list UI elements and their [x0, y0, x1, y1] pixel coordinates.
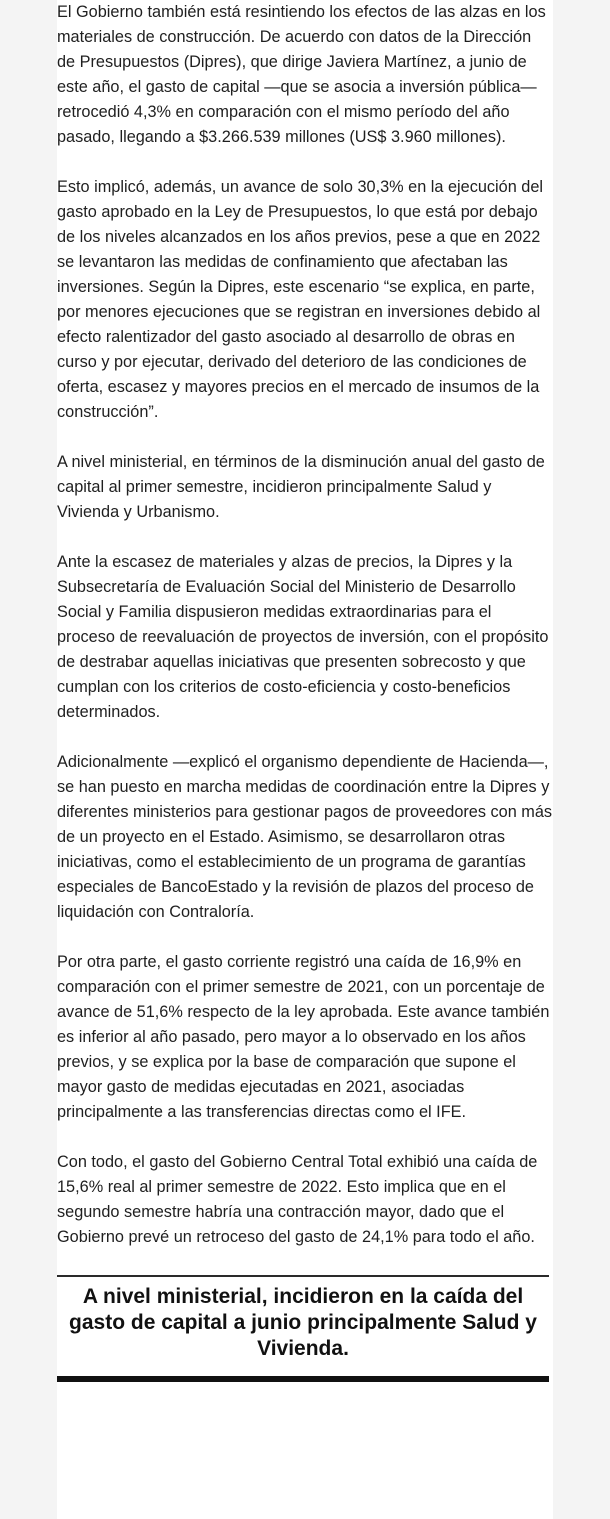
- article-paragraph: El Gobierno también está resintiendo los efectos de las alzas en los materiales de construcción. De acuerdo con datos de la Dirección de Presupuestos (Dipres), que dirige Javiera Martínez, a junio de este año, el gasto de capital —que se asocia a inversión pública— retrocedió 4,3% en comparación con el mismo período del año pasado, llegando a $3.266.539 millones (US$ 3.960 millones).: [57, 3, 546, 146]
- pull-quote: A nivel ministerial, incidieron en la caída del gasto de capital a junio principalmente Salud y Vivienda.: [57, 1275, 549, 1382]
- article-body: [57, 0, 553, 1519]
- article-paragraph: Esto implicó, además, un avance de solo 30,3% en la ejecución del gasto aprobado en la Ley de Presupuestos, lo que está por debajo de los niveles alcanzados en los años previos, pese a que en 2022 se levantaron las medidas de confinamiento que afectaban las inversiones. Según la Dipres, este escenario “se explica, en parte, por menores ejecuciones que se registran en inversiones debido al efecto ralentizador del gasto asociado al desarrollo de obras en curso y por ejecutar, derivado del deterioro de las condiciones de oferta, escasez y mayores precios en el mercado de insumos de la construcción”.: [57, 178, 544, 421]
- article-paragraph: A nivel ministerial, en términos de la disminución anual del gasto de capital al primer semestre, incidieron principalmente Salud y Vivienda y Urbanismo.: [57, 453, 545, 521]
- article-paragraph: Ante la escasez de materiales y alzas de precios, la Dipres y la Subsecretaría de Evaluación Social del Ministerio de Desarrollo Social y Familia dispusieron medidas extraordinarias para el proceso de reevaluación de proyectos de inversión, con el propósito de destrabar aquellas iniciativas que presenten sobrecosto y que cumplan con los criterios de costo-eficiencia y costo-beneficios determinados.: [57, 553, 549, 721]
- article-paragraph: Por otra parte, el gasto corriente registró una caída de 16,9% en comparación con el primer semestre de 2021, con un porcentaje de avance de 51,6% respecto de la ley aprobada. Este avance también es inferior al año pasado, pero mayor a lo observado en los años previos, y se explica por la base de comparación que supone el mayor gasto de medidas ejecutadas en 2021, asociadas principalmente a las transferencias directas como el IFE.: [57, 953, 550, 1121]
- article-paragraph: Adicionalmente —explicó el organismo dependiente de Hacienda—, se han puesto en marcha medidas de coordinación entre la Dipres y diferentes ministerios para gestionar pagos de proveedores con más de un proyecto en el Estado. Asimismo, se desarrollaron otras iniciativas, como el establecimiento de un programa de garantías especiales de BancoEstado y la revisión de plazos del proceso de liquidación con Contraloría.: [57, 753, 553, 921]
- article-paragraph: Con todo, el gasto del Gobierno Central Total exhibió una caída de 15,6% real al primer semestre de 2022. Esto implica que en el segundo semestre habría una contracción mayor, dado que el Gobierno prevé un retroceso del gasto de 24,1% para todo el año.: [57, 1153, 538, 1246]
